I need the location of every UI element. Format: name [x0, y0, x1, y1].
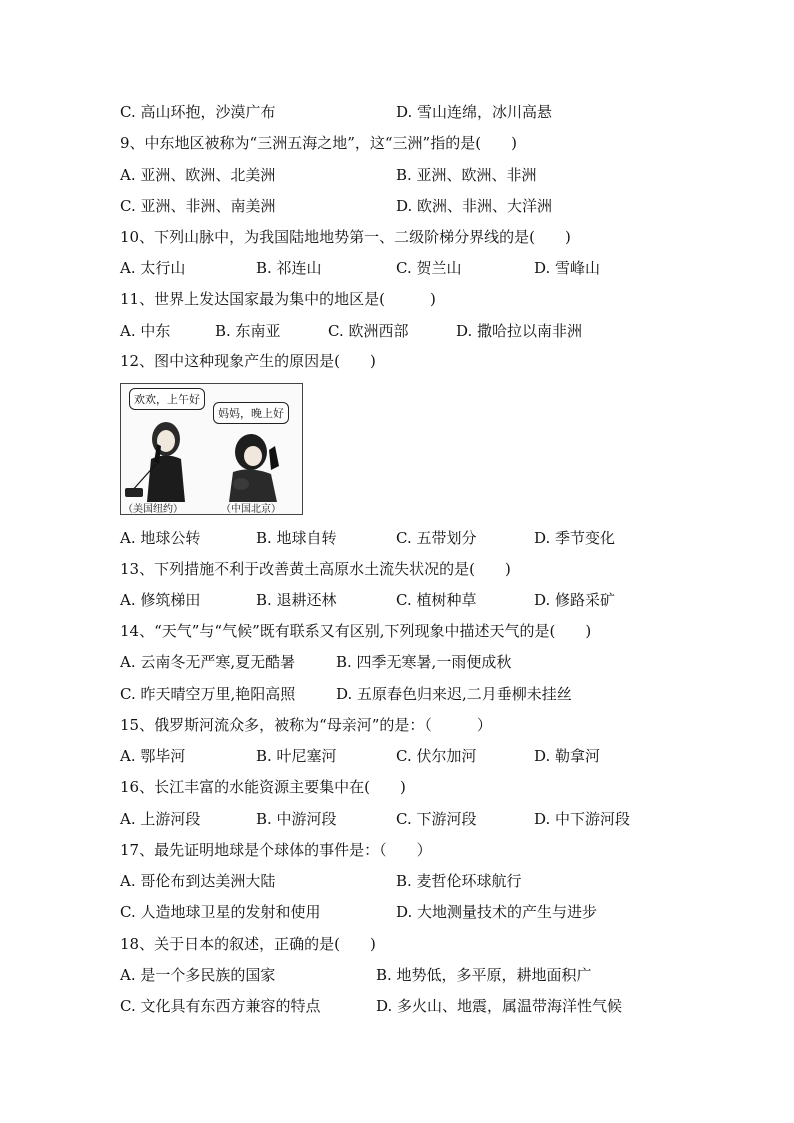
girl-figure: [229, 434, 279, 502]
caption-left: （美国纽约）: [123, 504, 183, 515]
q16-stem: 16、长江丰富的水能资源主要集中在( ): [120, 778, 406, 796]
q8-option-c: C. 高山环抱，沙漠广布: [120, 103, 276, 121]
q14-option-a: A. 云南冬无严寒,夏无酷暑: [120, 653, 296, 671]
q16-option-a: A. 上游河段: [120, 810, 201, 828]
q9-stem: 9、中东地区被称为“三洲五海之地”，这“三洲”指的是( ): [120, 134, 517, 152]
q12-option-b: B. 地球自转: [256, 529, 337, 547]
q16-option-c: C. 下游河段: [396, 810, 477, 828]
q18-option-b: B. 地势低，多平原，耕地面积广: [376, 966, 592, 984]
q15-option-d: D. 勒拿河: [534, 747, 601, 765]
caption-right: （中国北京）: [221, 504, 281, 515]
q12-option-a: A. 地球公转: [120, 529, 201, 547]
q13-option-d: D. 修路采矿: [534, 591, 616, 609]
bubble-right: 妈妈，晚上好: [213, 402, 289, 424]
q9-option-c: C. 亚洲、非洲、南美洲: [120, 197, 276, 215]
q18-stem: 18、关于日本的叙述，正确的是( ): [120, 935, 376, 953]
q15-stem: 15、俄罗斯河流众多，被称为“母亲河”的是：（ ）: [120, 716, 492, 734]
q12-stem: 12、图中这种现象产生的原因是( ): [120, 352, 376, 370]
q11-option-a: A. 中东: [120, 322, 171, 340]
q10-option-a: A. 太行山: [120, 259, 186, 277]
q14-option-c: C. 昨天晴空万里,艳阳高照: [120, 685, 296, 703]
q11-option-b: B. 东南亚: [215, 322, 281, 340]
q16-option-d: D. 中下游河段: [534, 810, 631, 828]
q17-option-c: C. 人造地球卫星的发射和使用: [120, 903, 321, 921]
q11-option-d: D. 撒哈拉以南非洲: [456, 322, 583, 340]
q12-phone-call-figure: [120, 383, 303, 515]
q17-option-d: D. 大地测量技术的产生与进步: [396, 903, 598, 921]
q15-option-b: B. 叶尼塞河: [256, 747, 337, 765]
q13-stem: 13、下列措施不利于改善黄土高原水土流失状况的是( ): [120, 560, 511, 578]
q12-option-c: C. 五带划分: [396, 529, 477, 547]
q13-option-b: B. 退耕还林: [256, 591, 337, 609]
q10-option-c: C. 贺兰山: [396, 259, 462, 277]
q17-option-b: B. 麦哲伦环球航行: [396, 872, 522, 890]
q17-option-a: A. 哥伦布到达美洲大陆: [120, 872, 276, 890]
q13-option-c: C. 植树种草: [396, 591, 477, 609]
q11-option-c: C. 欧洲西部: [328, 322, 409, 340]
q14-stem: 14、“天气”与“气候”既有联系又有区别,下列现象中描述天气的是( ): [120, 622, 592, 640]
q17-stem: 17、最先证明地球是个球体的事件是：（ ）: [120, 841, 432, 859]
q14-option-b: B. 四季无寒暑,一雨便成秋: [336, 653, 512, 671]
q18-option-d: D. 多火山、地震，属温带海洋性气候: [376, 997, 623, 1015]
q10-option-d: D. 雪峰山: [534, 259, 601, 277]
q14-option-d: D. 五原春色归来迟,二月垂柳未挂丝: [336, 685, 572, 703]
q13-option-a: A. 修筑梯田: [120, 591, 201, 609]
q16-option-b: B. 中游河段: [256, 810, 337, 828]
q18-option-a: A. 是一个多民族的国家: [120, 966, 276, 984]
q9-option-a: A. 亚洲、欧洲、北美洲: [120, 166, 276, 184]
bubble-left: 欢欢，上午好: [129, 388, 205, 410]
q15-option-c: C. 伏尔加河: [396, 747, 477, 765]
q11-stem: 11、世界上发达国家最为集中的地区是( ): [120, 290, 436, 308]
q10-option-b: B. 祁连山: [256, 259, 322, 277]
woman-figure: [125, 422, 185, 502]
q8-option-d: D. 雪山连绵，冰川高悬: [396, 103, 553, 121]
q9-option-b: B. 亚洲、欧洲、非洲: [396, 166, 537, 184]
q15-option-a: A. 鄂毕河: [120, 747, 186, 765]
q10-stem: 10、下列山脉中，为我国陆地地势第一、二级阶梯分界线的是( ): [120, 228, 571, 246]
q12-option-d: D. 季节变化: [534, 529, 616, 547]
q9-option-d: D. 欧洲、非洲、大洋洲: [396, 197, 553, 215]
q18-option-c: C. 文化具有东西方兼容的特点: [120, 997, 321, 1015]
